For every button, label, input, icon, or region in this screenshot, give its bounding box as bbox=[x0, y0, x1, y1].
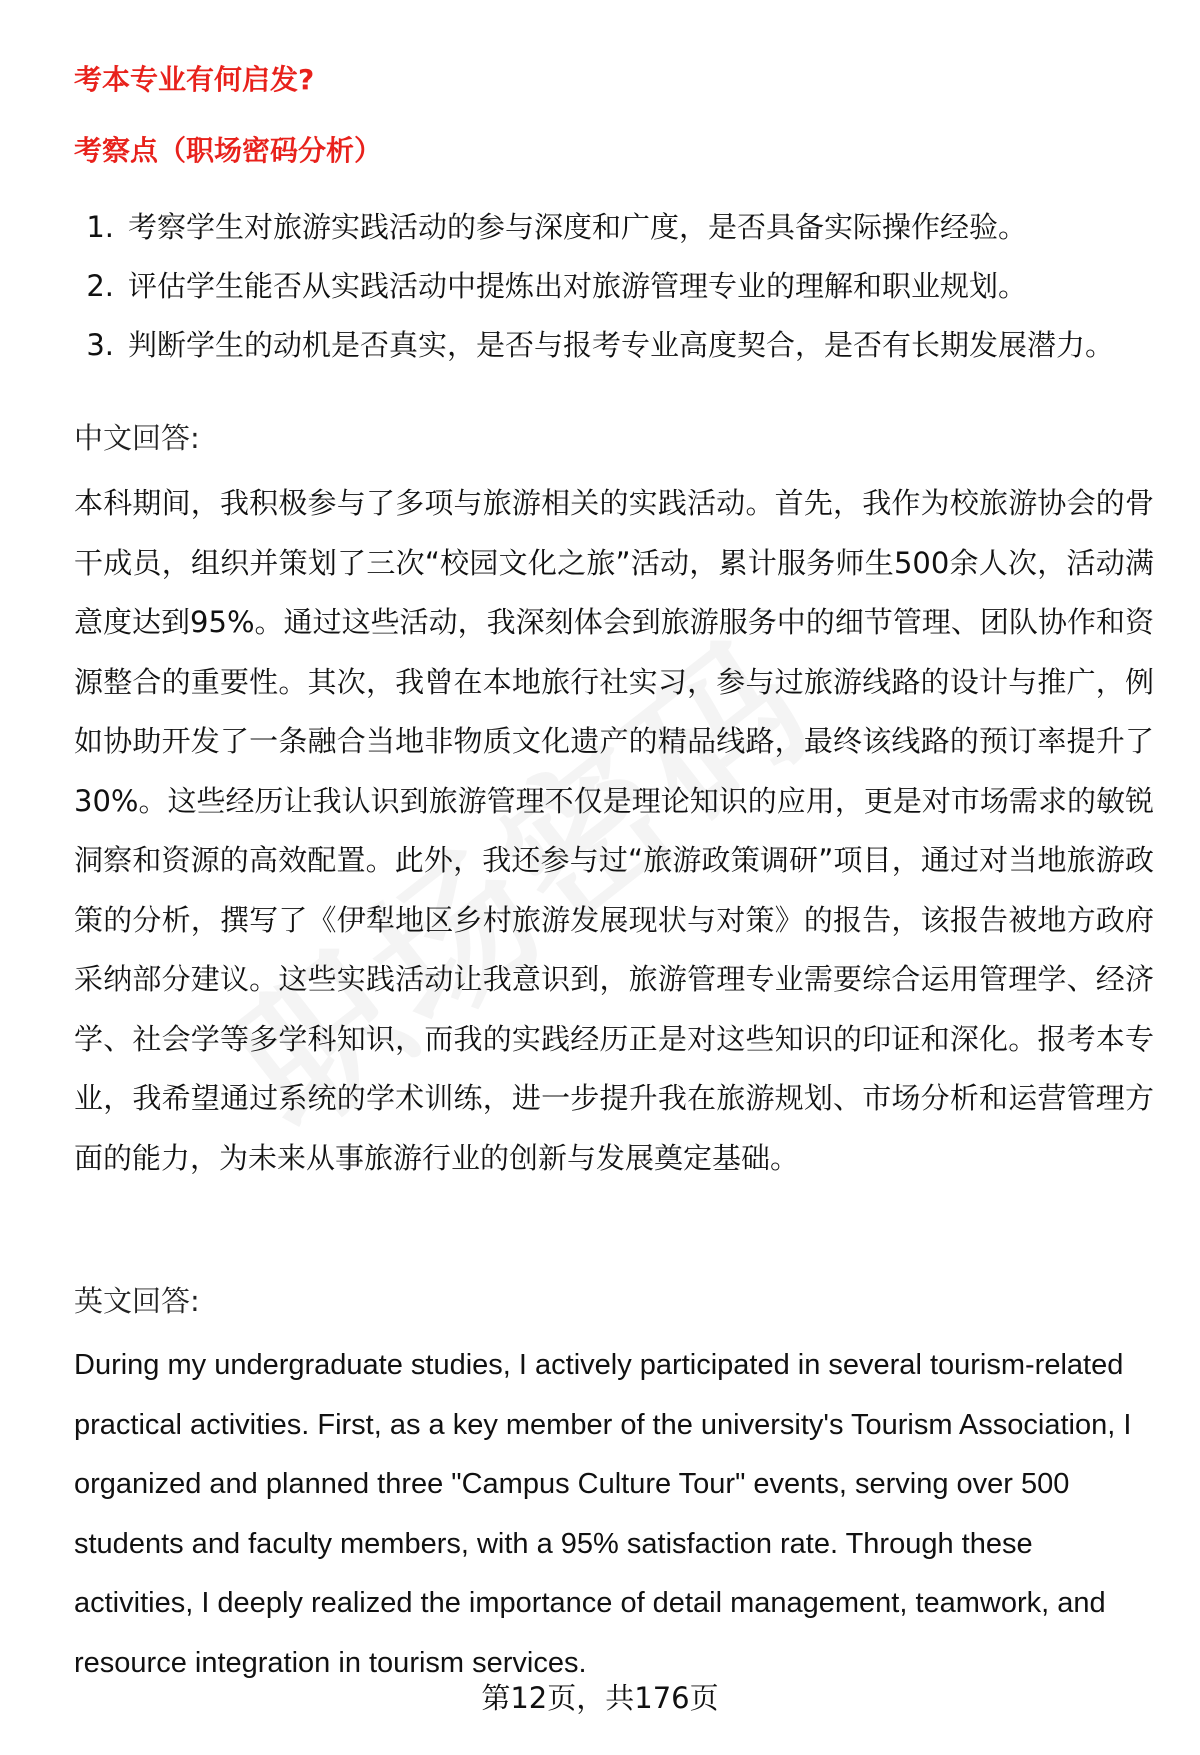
list-text: 评估学生能否从实践活动中提炼出对旅游管理专业的理解和职业规划。 bbox=[128, 269, 1028, 303]
english-answer-text: During my undergraduate studies, I actively participated in several tourism-related practical activities. First, as a key member of the university's Tourism Association, I organized and planned three "Campus Culture Tour" events, serving over 500 students and faculty members, with a 95% satisfaction rate. Through these activities, I deeply realized the importance of detail management, teamwork, and resource integration in tourism services. bbox=[74, 1349, 1132, 1679]
list-number: 3. bbox=[86, 328, 114, 362]
list-item bbox=[74, 208, 1154, 267]
chinese-answer-text: 本科期间，我积极参与了多项与旅游相关的实践活动。首先，我作为校旅游协会的骨干成员，组织并策划了三次“校园文化之旅”活动，累计服务师生500余人次，活动满意度达到95%。通过这些活动，我深刻体会到旅游服务中的细节管理、团队协作和资源整合的重要性。其次，我曾在本地旅行社实习，参与过旅游线路的设计与推广，例如协助开发了一条融合当地非物质文化遗产的精品线路，最终该线路的预订率提升了30%。这些经历让我认识到旅游管理不仅是理论知识的应用，更是对市场需求的敏锐洞察和资源的高效配置。此外，我还参与过“旅游政策调研”项目，通过对当地旅游政策的分析，撰写了《伊犁地区乡村旅游发展现状与对策》的报告，该报告被地方政府采纳部分建议。这些实践活动让我意识到，旅游管理专业需要综合运用管理学、经济学、社会学等多学科知识，而我的实践经历正是对这些知识的印证和深化。报考本专业，我希望通过系统的学术训练，进一步提升我在旅游规划、市场分析和运营管理方面的能力，为未来从事旅游行业的创新与发展奠定基础。 bbox=[74, 486, 1154, 1175]
list-text: 判断学生的动机是否真实，是否与报考专业高度契合，是否有长期发展潜力。 bbox=[128, 328, 1115, 362]
list-text: 考察学生对旅游实践活动的参与深度和广度，是否具备实际操作经验。 bbox=[128, 210, 1028, 244]
question-heading: 考本专业有何启发? bbox=[74, 63, 315, 96]
page-number: 第12页，共176页 bbox=[481, 1681, 719, 1715]
list-item bbox=[74, 267, 1154, 326]
focus-point-list bbox=[74, 208, 1154, 385]
chinese-answer-label: 中文回答: bbox=[74, 421, 200, 455]
focus-heading: 考察点（职场密码分析） bbox=[74, 134, 383, 167]
list-number: 2. bbox=[86, 269, 114, 303]
list-number: 1. bbox=[86, 210, 114, 244]
english-answer-label: 英文回答: bbox=[74, 1284, 200, 1318]
list-item bbox=[74, 326, 1154, 385]
